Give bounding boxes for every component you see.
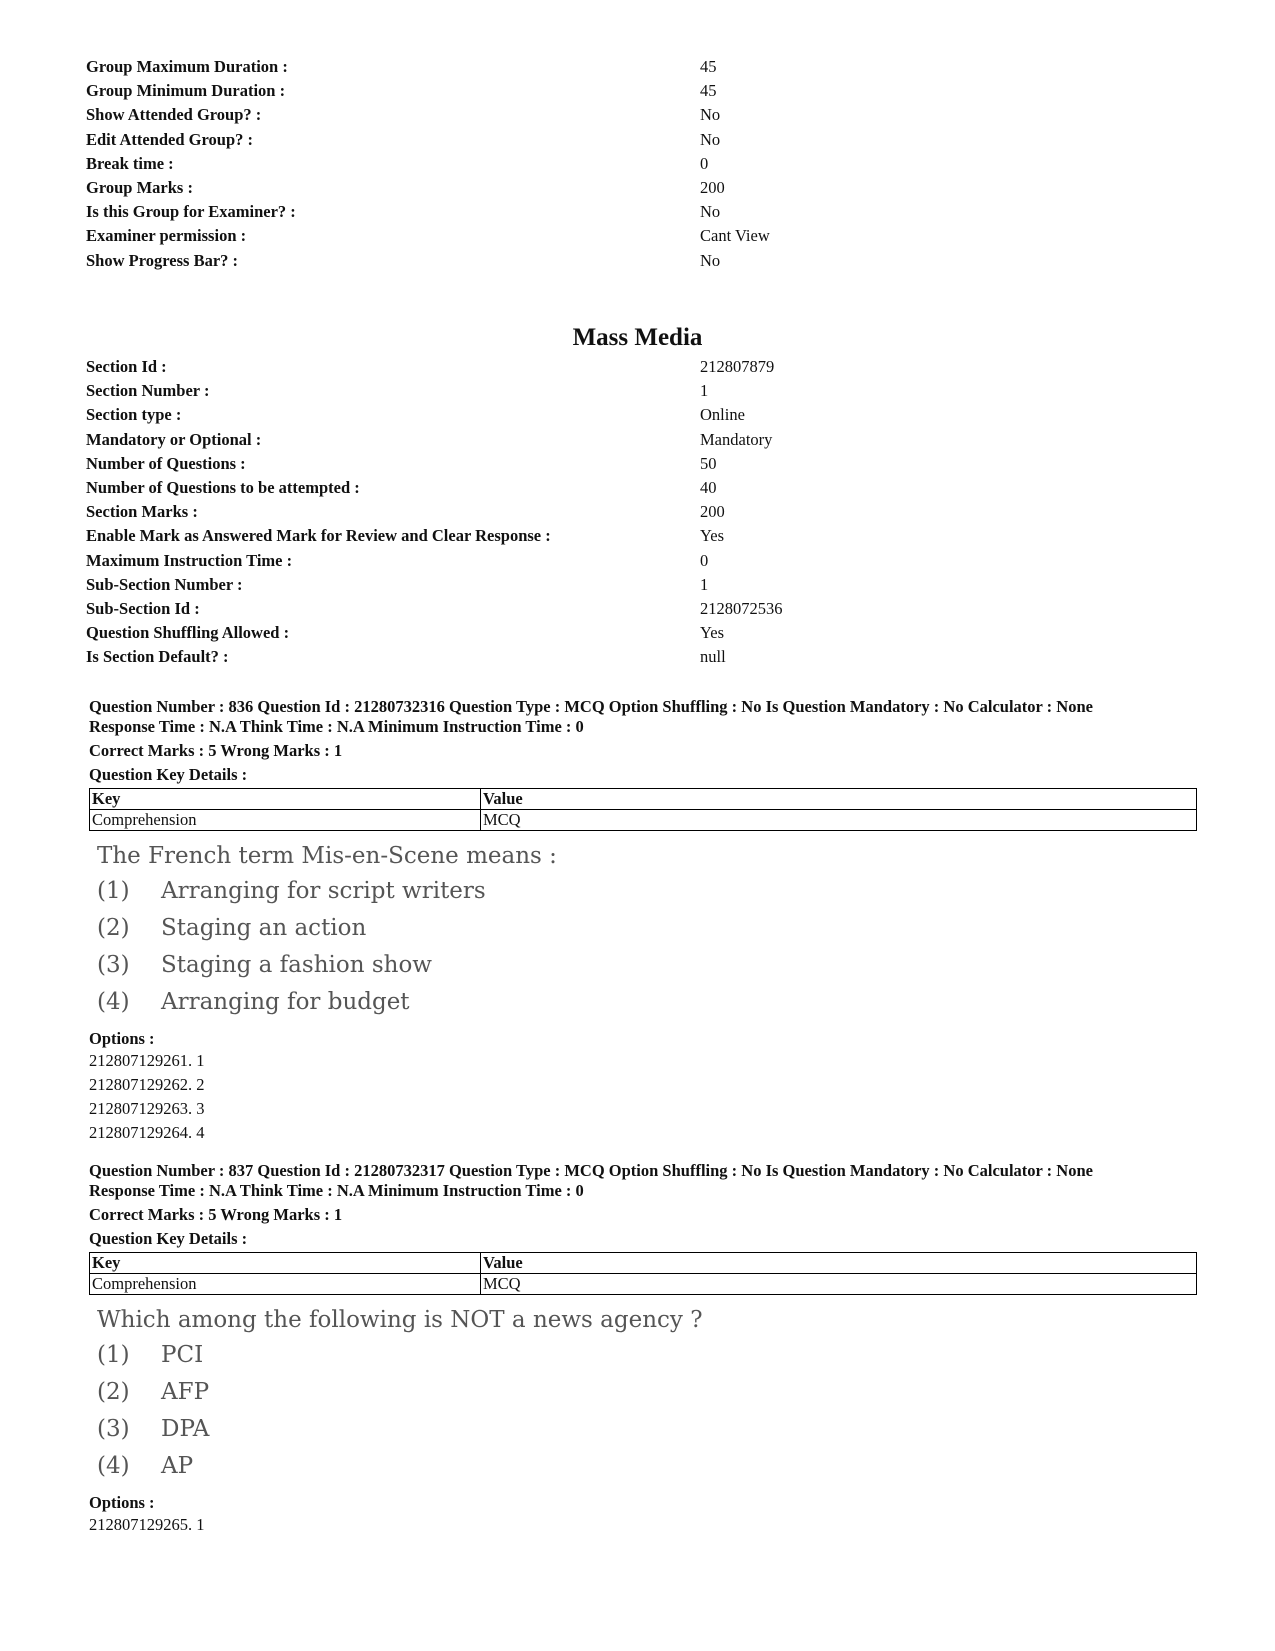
choice-number: (2) [97,1379,130,1405]
section-info-row [86,428,1206,452]
table-row [90,1274,1197,1295]
question-choice [97,1337,1199,1374]
info-value: Yes [700,526,725,546]
question-key-table [89,1252,1197,1295]
info-key: Section type : [86,405,182,425]
info-value: No [700,105,721,125]
info-value: 50 [700,453,717,473]
info-value: 40 [700,478,717,498]
choice-number: (4) [97,989,130,1015]
choice-text: Arranging for script writers [161,878,486,904]
question-key-details-label: Question Key Details : [89,1229,248,1248]
choice-number: (2) [97,915,130,941]
question-key-details-label: Question Key Details : [89,765,248,784]
info-key: Question Shuffling Allowed : [86,623,290,643]
info-value: Yes [700,623,725,643]
info-value: 0 [700,550,709,570]
info-key: Group Minimum Duration : [86,81,286,101]
question-choice [97,1374,1199,1411]
question-choice [97,947,1199,984]
info-value: 2128072536 [700,598,783,618]
table-cell: Comprehension [90,810,481,831]
choice-number: (1) [97,1342,130,1368]
choice-text: PCI [161,1342,204,1368]
section-info-list [86,355,1206,669]
section-info-row [86,452,1206,476]
group-info-row [86,176,1206,200]
table-header-cell: Key [90,789,481,810]
info-value: 1 [700,381,709,401]
question-choice [97,1448,1199,1485]
section-info-row [86,524,1206,548]
info-value: 200 [700,502,725,522]
table-header-cell: Value [481,1253,1197,1274]
question-meta-line: Response Time : N.A Think Time : N.A Minimum Instruction Time : 0 [89,1181,584,1200]
info-value: Cant View [700,226,770,246]
question-block [89,697,1199,1145]
question-choice [97,1411,1199,1448]
section-info-row [86,549,1206,573]
info-value: No [700,250,721,270]
choice-text: AFP [161,1379,210,1405]
group-info-row [86,200,1206,224]
section-info-row [86,645,1206,669]
question-image [97,1303,1199,1485]
table-header-row [90,1253,1197,1274]
choice-text: Staging an action [161,915,367,941]
section-info-row [86,403,1206,427]
section-info-row [86,573,1206,597]
table-row [90,810,1197,831]
section-info-row [86,500,1206,524]
option-id-line: 212807129265. 1 [89,1515,205,1534]
question-choice [97,873,1199,910]
info-key: Section Id : [86,357,167,377]
question-image [97,839,1199,1021]
info-key: Is Section Default? : [86,647,229,667]
section-info-row [86,597,1206,621]
option-id-line: 212807129264. 4 [89,1123,205,1142]
info-key: Enable Mark as Answered Mark for Review and Clear Response : [86,526,551,546]
choice-number: (3) [97,1416,130,1442]
option-id-line: 212807129263. 3 [89,1099,205,1118]
question-key-table [89,788,1197,831]
info-value: 1 [700,574,709,594]
info-value: No [700,129,721,149]
info-key: Edit Attended Group? : [86,129,254,149]
info-value: Mandatory [700,429,773,449]
question-block [89,1161,1199,1537]
choice-number: (1) [97,878,130,904]
options-label: Options : [89,1029,155,1048]
info-value: Online [700,405,745,425]
question-stem: The French term Mis-en-Scene means : [97,843,557,869]
table-cell: Comprehension [90,1274,481,1295]
info-key: Group Marks : [86,178,193,198]
question-meta-line: Question Number : 837 Question Id : 21280732317 Question Type : MCQ Option Shuffling : No Is Question Mandatory : No Calculator : None [89,1161,1093,1180]
group-info-list [86,55,1206,273]
info-key: Group Maximum Duration : [86,57,288,77]
choice-number: (4) [97,1453,130,1479]
info-key: Sub-Section Id : [86,598,200,618]
choice-number: (3) [97,952,130,978]
group-info-row [86,103,1206,127]
group-info-row [86,79,1206,103]
info-value: 45 [700,57,717,77]
info-value: 200 [700,178,725,198]
option-id-line: 212807129262. 2 [89,1075,205,1094]
info-value: 212807879 [700,357,775,377]
info-key: Section Marks : [86,502,198,522]
info-key: Is this Group for Examiner? : [86,202,296,222]
question-meta-line: Response Time : N.A Think Time : N.A Minimum Instruction Time : 0 [89,717,584,736]
question-marks: Correct Marks : 5 Wrong Marks : 1 [89,1205,343,1224]
question-choice [97,910,1199,947]
choice-text: DPA [161,1416,210,1442]
section-info-row [86,379,1206,403]
group-info-row [86,224,1206,248]
table-cell: MCQ [481,1274,1197,1295]
table-header-cell: Value [481,789,1197,810]
choice-text: Staging a fashion show [161,952,432,978]
info-key: Number of Questions : [86,453,246,473]
group-info-row [86,249,1206,273]
choice-text: Arranging for budget [161,989,410,1015]
table-header-row [90,789,1197,810]
question-choice [97,984,1199,1021]
info-key: Number of Questions to be attempted : [86,478,360,498]
info-key: Mandatory or Optional : [86,429,262,449]
info-value: 45 [700,81,717,101]
choice-text: AP [161,1453,194,1479]
table-cell: MCQ [481,810,1197,831]
section-info-row [86,355,1206,379]
info-value: No [700,202,721,222]
info-value: 0 [700,153,709,173]
info-key: Show Progress Bar? : [86,250,239,270]
group-info-row [86,152,1206,176]
section-info-row [86,476,1206,500]
group-info-row [86,55,1206,79]
info-key: Sub-Section Number : [86,574,243,594]
info-key: Maximum Instruction Time : [86,550,293,570]
question-marks: Correct Marks : 5 Wrong Marks : 1 [89,741,343,760]
info-key: Section Number : [86,381,210,401]
question-meta-line: Question Number : 836 Question Id : 21280732316 Question Type : MCQ Option Shuffling : No Is Question Mandatory : No Calculator : None [89,697,1093,716]
info-key: Examiner permission : [86,226,247,246]
question-stem: Which among the following is NOT a news agency ? [97,1307,703,1333]
group-info-row [86,128,1206,152]
options-label: Options : [89,1493,155,1512]
info-value: null [700,647,726,667]
section-info-row [86,621,1206,645]
option-id-line: 212807129261. 1 [89,1051,205,1070]
table-header-cell: Key [90,1253,481,1274]
info-key: Break time : [86,153,174,173]
info-key: Show Attended Group? : [86,105,262,125]
section-title: Mass Media [572,324,703,351]
